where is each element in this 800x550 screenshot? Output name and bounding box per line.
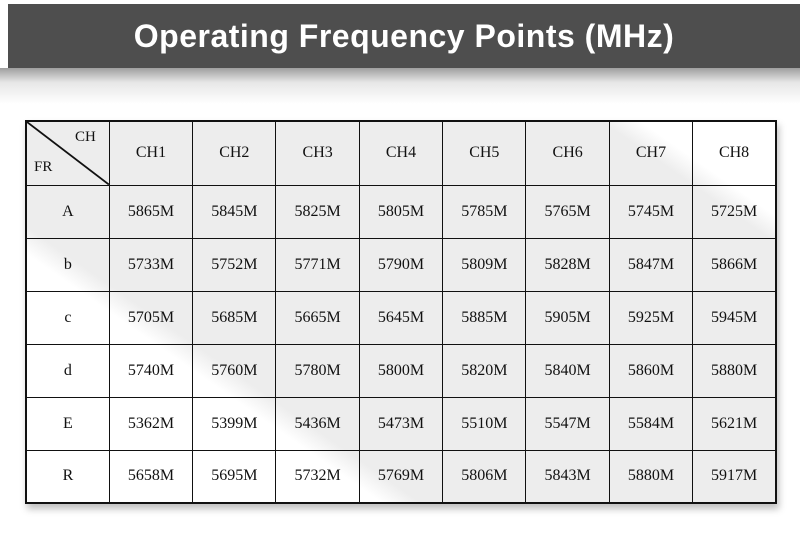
freq-cell: 5547M [526, 397, 609, 450]
freq-cell: 5820M [443, 344, 526, 397]
table-row-band-b [26, 238, 776, 291]
freq-cell: 5645M [359, 291, 442, 344]
freq-cell: 5866M [693, 238, 776, 291]
freq-cell: 5769M [359, 450, 442, 503]
freq-cell: 5733M [109, 238, 192, 291]
freq-cell: 5436M [276, 397, 359, 450]
freq-cell: 5362M [109, 397, 192, 450]
title-banner [8, 4, 800, 68]
freq-cell: 5473M [359, 397, 442, 450]
band-label: E [26, 397, 109, 450]
freq-cell: 5825M [276, 185, 359, 238]
band-label: A [26, 185, 109, 238]
freq-cell: 5905M [526, 291, 609, 344]
freq-cell: 5917M [693, 450, 776, 503]
freq-cell: 5695M [193, 450, 276, 503]
freq-cell: 5658M [109, 450, 192, 503]
page-title: Operating Frequency Points (MHz) [133, 17, 675, 54]
column-header-ch6: CH6 [526, 121, 609, 185]
table-row-band-e [26, 397, 776, 450]
band-label: R [26, 450, 109, 503]
freq-cell: 5752M [193, 238, 276, 291]
header-row [26, 121, 776, 185]
freq-cell: 5860M [609, 344, 692, 397]
column-header-ch7: CH7 [609, 121, 692, 185]
table-row-band-d [26, 344, 776, 397]
freq-cell: 5510M [443, 397, 526, 450]
freq-cell: 5745M [609, 185, 692, 238]
freq-cell: 5809M [443, 238, 526, 291]
column-header-ch1: CH1 [109, 121, 192, 185]
column-header-ch4: CH4 [359, 121, 442, 185]
corner-header-cell [26, 121, 109, 185]
freq-cell: 5780M [276, 344, 359, 397]
corner-label-fr: FR [34, 158, 53, 175]
freq-cell: 5732M [276, 450, 359, 503]
freq-cell: 5925M [609, 291, 692, 344]
freq-cell: 5785M [443, 185, 526, 238]
freq-cell: 5705M [109, 291, 192, 344]
freq-cell: 5806M [443, 450, 526, 503]
freq-cell: 5584M [609, 397, 692, 450]
table-row-band-c [26, 291, 776, 344]
column-header-ch3: CH3 [276, 121, 359, 185]
freq-cell: 5845M [193, 185, 276, 238]
band-label: b [26, 238, 109, 291]
column-header-ch5: CH5 [443, 121, 526, 185]
freq-cell: 5760M [193, 344, 276, 397]
freq-cell: 5740M [109, 344, 192, 397]
band-label: c [26, 291, 109, 344]
band-label: d [26, 344, 109, 397]
freq-cell: 5885M [443, 291, 526, 344]
freq-cell: 5771M [276, 238, 359, 291]
freq-cell: 5847M [609, 238, 692, 291]
freq-cell: 5800M [359, 344, 442, 397]
freq-cell: 5880M [693, 344, 776, 397]
freq-cell: 5685M [193, 291, 276, 344]
freq-cell: 5805M [359, 185, 442, 238]
title-banner-shadow [0, 68, 800, 104]
freq-cell: 5843M [526, 450, 609, 503]
freq-cell: 5665M [276, 291, 359, 344]
column-header-ch8: CH8 [693, 121, 776, 185]
corner-label-ch: CH [74, 129, 96, 145]
freq-cell: 5945M [693, 291, 776, 344]
column-header-ch2: CH2 [193, 121, 276, 185]
freq-cell: 5725M [693, 185, 776, 238]
table-row-band-a [26, 185, 776, 238]
table-row-band-r [26, 450, 776, 503]
freq-cell: 5765M [526, 185, 609, 238]
freq-cell: 5840M [526, 344, 609, 397]
freq-cell: 5880M [609, 450, 692, 503]
frequency-table [25, 120, 777, 504]
freq-cell: 5828M [526, 238, 609, 291]
freq-cell: 5865M [109, 185, 192, 238]
freq-cell: 5790M [359, 238, 442, 291]
freq-cell: 5399M [193, 397, 276, 450]
freq-cell: 5621M [693, 397, 776, 450]
